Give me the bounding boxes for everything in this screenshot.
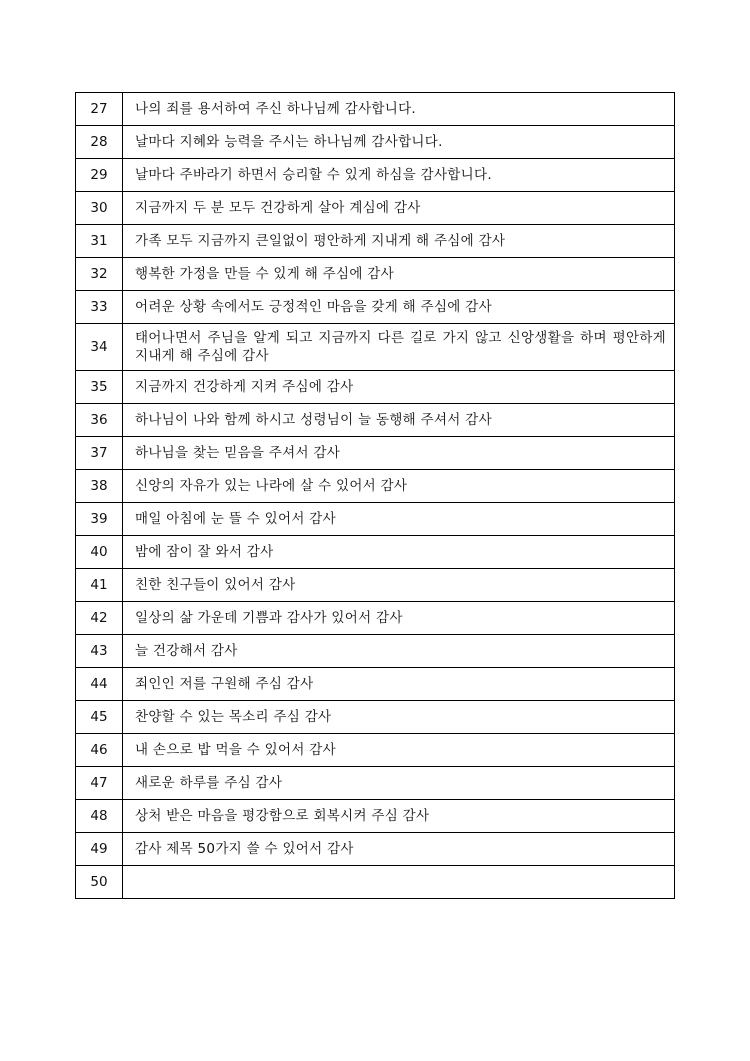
row-number: 34: [76, 324, 123, 371]
table-row: [76, 324, 675, 371]
table-row: [76, 437, 675, 470]
table-row: [76, 734, 675, 767]
row-number: 32: [76, 258, 123, 291]
row-text: 늘 건강해서 감사: [123, 635, 675, 668]
table-row: [76, 866, 675, 899]
row-text: 지금까지 두 분 모두 건강하게 살아 계심에 감사: [123, 192, 675, 225]
table-row: [76, 159, 675, 192]
table-row: [76, 833, 675, 866]
row-text: 태어나면서 주님을 알게 되고 지금까지 다른 길로 가지 않고 신앙생활을 하며 평안하게 지내게 해 주심에 감사: [123, 324, 675, 371]
row-number: 44: [76, 668, 123, 701]
row-number: 46: [76, 734, 123, 767]
row-number: 29: [76, 159, 123, 192]
row-number: 35: [76, 371, 123, 404]
row-text: 일상의 삶 가운데 기쁨과 감사가 있어서 감사: [123, 602, 675, 635]
row-text: 행복한 가정을 만들 수 있게 해 주심에 감사: [123, 258, 675, 291]
table-row: [76, 767, 675, 800]
table-row: [76, 800, 675, 833]
row-text: 하나님을 찾는 믿음을 주셔서 감사: [123, 437, 675, 470]
row-text: 나의 죄를 용서하여 주신 하나님께 감사합니다.: [123, 93, 675, 126]
row-text: [123, 866, 675, 899]
row-number: 38: [76, 470, 123, 503]
row-number: 30: [76, 192, 123, 225]
table-row: [76, 503, 675, 536]
table-row: [76, 225, 675, 258]
table-row: [76, 602, 675, 635]
row-text: 친한 친구들이 있어서 감사: [123, 569, 675, 602]
row-text: 지금까지 건강하게 지켜 주심에 감사: [123, 371, 675, 404]
row-number: 39: [76, 503, 123, 536]
row-number: 28: [76, 126, 123, 159]
row-number: 31: [76, 225, 123, 258]
row-number: 50: [76, 866, 123, 899]
row-number: 41: [76, 569, 123, 602]
row-number: 47: [76, 767, 123, 800]
row-text: 하나님이 나와 함께 하시고 성령님이 늘 동행해 주셔서 감사: [123, 404, 675, 437]
row-text: 상처 받은 마음을 평강함으로 회복시켜 주심 감사: [123, 800, 675, 833]
table-row: [76, 668, 675, 701]
table-row: [76, 93, 675, 126]
row-text: 매일 아침에 눈 뜰 수 있어서 감사: [123, 503, 675, 536]
row-text: 가족 모두 지금까지 큰일없이 평안하게 지내게 해 주심에 감사: [123, 225, 675, 258]
table-row: [76, 126, 675, 159]
row-number: 37: [76, 437, 123, 470]
row-number: 27: [76, 93, 123, 126]
row-text: 밤에 잠이 잘 와서 감사: [123, 536, 675, 569]
row-text: 날마다 지혜와 능력을 주시는 하나님께 감사합니다.: [123, 126, 675, 159]
row-text: 날마다 주바라기 하면서 승리할 수 있게 하심을 감사합니다.: [123, 159, 675, 192]
gratitude-list-table: [75, 92, 675, 899]
row-text: 내 손으로 밥 먹을 수 있어서 감사: [123, 734, 675, 767]
row-number: 33: [76, 291, 123, 324]
table-row: [76, 258, 675, 291]
row-number: 49: [76, 833, 123, 866]
table-row: [76, 192, 675, 225]
table-row: [76, 536, 675, 569]
table-row: [76, 470, 675, 503]
table-row: [76, 371, 675, 404]
row-text: 찬양할 수 있는 목소리 주심 감사: [123, 701, 675, 734]
row-number: 42: [76, 602, 123, 635]
row-text: 죄인인 저를 구원해 주심 감사: [123, 668, 675, 701]
table-row: [76, 291, 675, 324]
table-row: [76, 404, 675, 437]
row-text: 어려운 상황 속에서도 긍정적인 마음을 갖게 해 주심에 감사: [123, 291, 675, 324]
row-text: 감사 제목 50가지 쓸 수 있어서 감사: [123, 833, 675, 866]
row-number: 45: [76, 701, 123, 734]
table-row: [76, 701, 675, 734]
row-number: 48: [76, 800, 123, 833]
row-number: 40: [76, 536, 123, 569]
row-number: 43: [76, 635, 123, 668]
row-number: 36: [76, 404, 123, 437]
table-row: [76, 569, 675, 602]
row-text: 신앙의 자유가 있는 나라에 살 수 있어서 감사: [123, 470, 675, 503]
table-row: [76, 635, 675, 668]
row-text: 새로운 하루를 주심 감사: [123, 767, 675, 800]
